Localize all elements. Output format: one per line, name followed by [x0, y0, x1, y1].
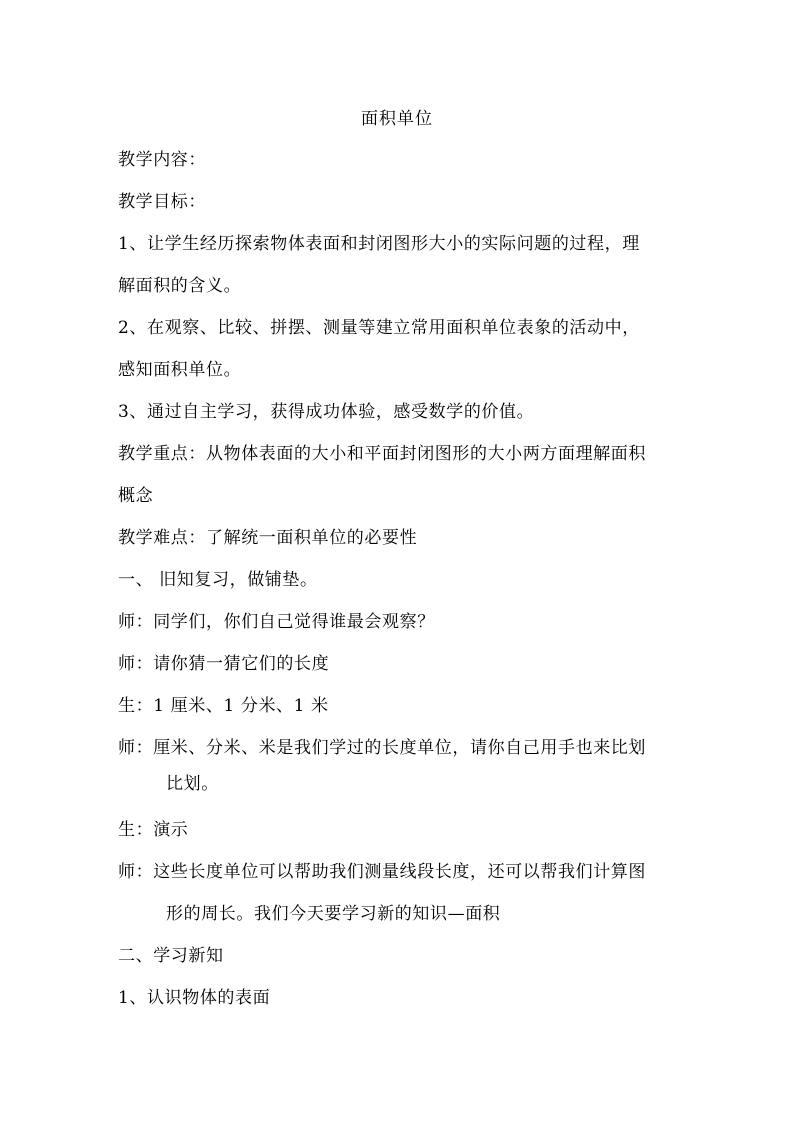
dialogue-teacher-1: 师：同学们，你们自己觉得谁最会观察？: [118, 612, 435, 632]
text-line-goal-1: 1、让学生经历探索物体表面和封闭图形大小的实际问题的过程，理: [118, 234, 640, 254]
text-line-goal-2-continued: 感知面积单位。: [118, 360, 242, 380]
dialogue-student-2: 生：演示: [118, 820, 189, 840]
section-heading-new-knowledge: 二、学习新知: [118, 946, 224, 966]
text-line-key-point: 教学重点：从物体表面的大小和平面封闭图形的大小两方面理解面积: [118, 444, 646, 464]
text-line-goal-2: 2、在观察、比较、拼摆、测量等建立常用面积单位表象的活动中，: [118, 318, 640, 338]
section-heading-review: 一、 旧知复习，做铺垫。: [118, 570, 318, 590]
dialogue-teacher-2: 师：请你猜一猜它们的长度: [118, 654, 330, 674]
dialogue-teacher-3: 师：厘米、分米、米是我们学过的长度单位，请你自己用手也来比划: [118, 738, 646, 758]
text-line-goal-1-continued: 解面积的含义。: [118, 276, 242, 296]
text-line-goal-3: 3、通过自主学习，获得成功体验，感受数学的价值。: [118, 402, 535, 422]
dialogue-student-1: 生：1 厘米、1 分米、1 米: [118, 696, 329, 716]
text-line-difficult-point: 教学难点：了解统一面积单位的必要性: [118, 528, 418, 548]
text-line-teaching-content: 教学内容：: [118, 150, 206, 170]
subsection-heading-object-surface: 1、认识物体的表面: [118, 988, 271, 1008]
dialogue-teacher-4-continued: 形的周长。我们今天要学习新的知识—面积: [166, 904, 501, 924]
text-line-teaching-goals: 教学目标：: [118, 192, 206, 212]
dialogue-teacher-4: 师：这些长度单位可以帮助我们测量线段长度，还可以帮我们计算图: [118, 862, 646, 882]
text-line-key-point-continued: 概念: [118, 486, 154, 506]
dialogue-teacher-3-continued: 比划。: [166, 774, 219, 794]
page-title: 面积单位: [361, 109, 433, 129]
